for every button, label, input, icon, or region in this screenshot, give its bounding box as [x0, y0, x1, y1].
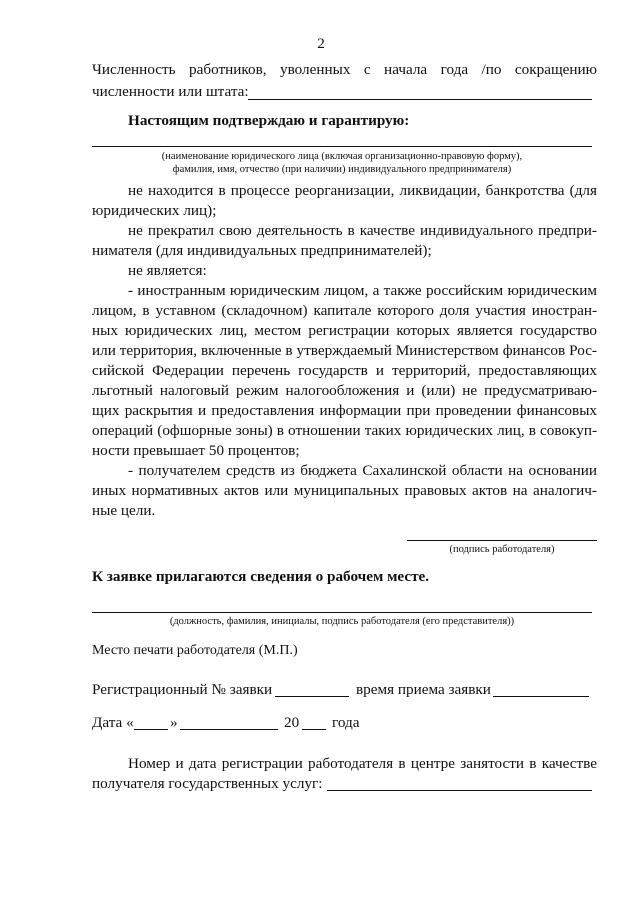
budget-item-line-3: ные цели. — [92, 502, 156, 519]
guarantee-not-ceased-cont: нимателя (для индивидуальных предпринимателей); — [92, 242, 432, 259]
representative-caption: (должность, фамилия, инициалы, подпись работодателя (его представителя)) — [169, 616, 515, 627]
attachment-heading: К заявке прилагаются сведения о рабочем месте. — [92, 568, 430, 585]
employment-center-registration-line-1: Номер и дата регистрации работодателя в центре занятости в качестве — [128, 755, 597, 772]
foreign-item-line-8: операций (офшорные зоны) в отношении таких юридических лиц, в совокуп- — [92, 422, 597, 439]
date-month-field[interactable] — [180, 729, 278, 730]
date-day-field[interactable] — [134, 729, 168, 730]
confirm-heading: Настоящим подтверждаю и гарантирую: — [128, 112, 410, 129]
date-label: Дата « — [92, 714, 134, 731]
foreign-item-line-3: ных юридических лиц, местом регистрации которых является государство — [92, 322, 597, 339]
registration-number-label: Регистрационный № заявки — [92, 681, 273, 698]
entity-caption-line-1: (наименование юридического лица (включая организационно-правовую форму), — [161, 151, 523, 162]
page-number: 2 — [317, 35, 325, 52]
foreign-item-line-5: сийской Федерации перечень государств и территорий, предоставляющих — [92, 362, 597, 379]
signature-field[interactable] — [407, 540, 597, 541]
stamp-place-label: Место печати работодателя (М.П.) — [92, 643, 298, 658]
dismissed-workers-line-1: Численность работников, уволенных с начала года /по сокращению — [92, 61, 597, 78]
foreign-item-line-9: ности превышает 50 процентов; — [92, 442, 300, 459]
receipt-time-field[interactable] — [493, 696, 589, 697]
foreign-item-line-2: лицом, в уставном (складочном) капитале которого доля участия иностран- — [92, 302, 597, 319]
entity-name-field[interactable] — [92, 146, 592, 147]
dismissed-workers-line-2: численности или штата: — [92, 83, 249, 100]
foreign-item-line-6: льготный налоговый режим налогообложения и (или) не предусматриваю- — [92, 382, 597, 399]
budget-item-line-1: - получателем средств из бюджета Сахалинской области на основании — [128, 462, 597, 479]
date-quote-close: » — [170, 714, 178, 731]
budget-item-line-2: иных нормативных актов или муниципальных правовых актов на аналогич- — [92, 482, 597, 499]
guarantee-not-ceased: не прекратил свою деятельность в качестве индивидуального предпри- — [128, 222, 597, 239]
representative-field[interactable] — [92, 612, 592, 613]
receipt-time-label: время приема заявки — [356, 681, 491, 698]
date-year-field[interactable] — [302, 729, 326, 730]
date-year-prefix: 20 — [284, 714, 300, 731]
foreign-item-line-7: щих раскрытия и предоставления информации при проведении финансовых — [92, 402, 597, 419]
guarantee-not-reorganizing: не находится в процессе реорганизации, ликвидации, банкротства (для — [128, 182, 597, 199]
guarantee-not-reorganizing-cont: юридических лиц); — [92, 202, 217, 219]
dismissed-workers-field[interactable] — [248, 99, 592, 100]
signature-caption: (подпись работодателя) — [449, 544, 555, 555]
employment-center-registration-line-2: получателя государственных услуг: — [92, 775, 323, 792]
entity-caption-line-2: фамилия, имя, отчество (при наличии) индивидуального предпринимателя) — [172, 164, 512, 175]
foreign-item-line-4: или территория, включенные в утверждаемый Министерством финансов Рос- — [92, 342, 597, 359]
guarantee-is-not: не является: — [128, 262, 207, 279]
date-year-suffix: года — [332, 714, 360, 731]
registration-number-field[interactable] — [275, 696, 349, 697]
foreign-item-line-1: - иностранным юридическим лицом, а также российским юридическим — [128, 282, 597, 299]
employment-center-registration-field[interactable] — [327, 790, 592, 791]
